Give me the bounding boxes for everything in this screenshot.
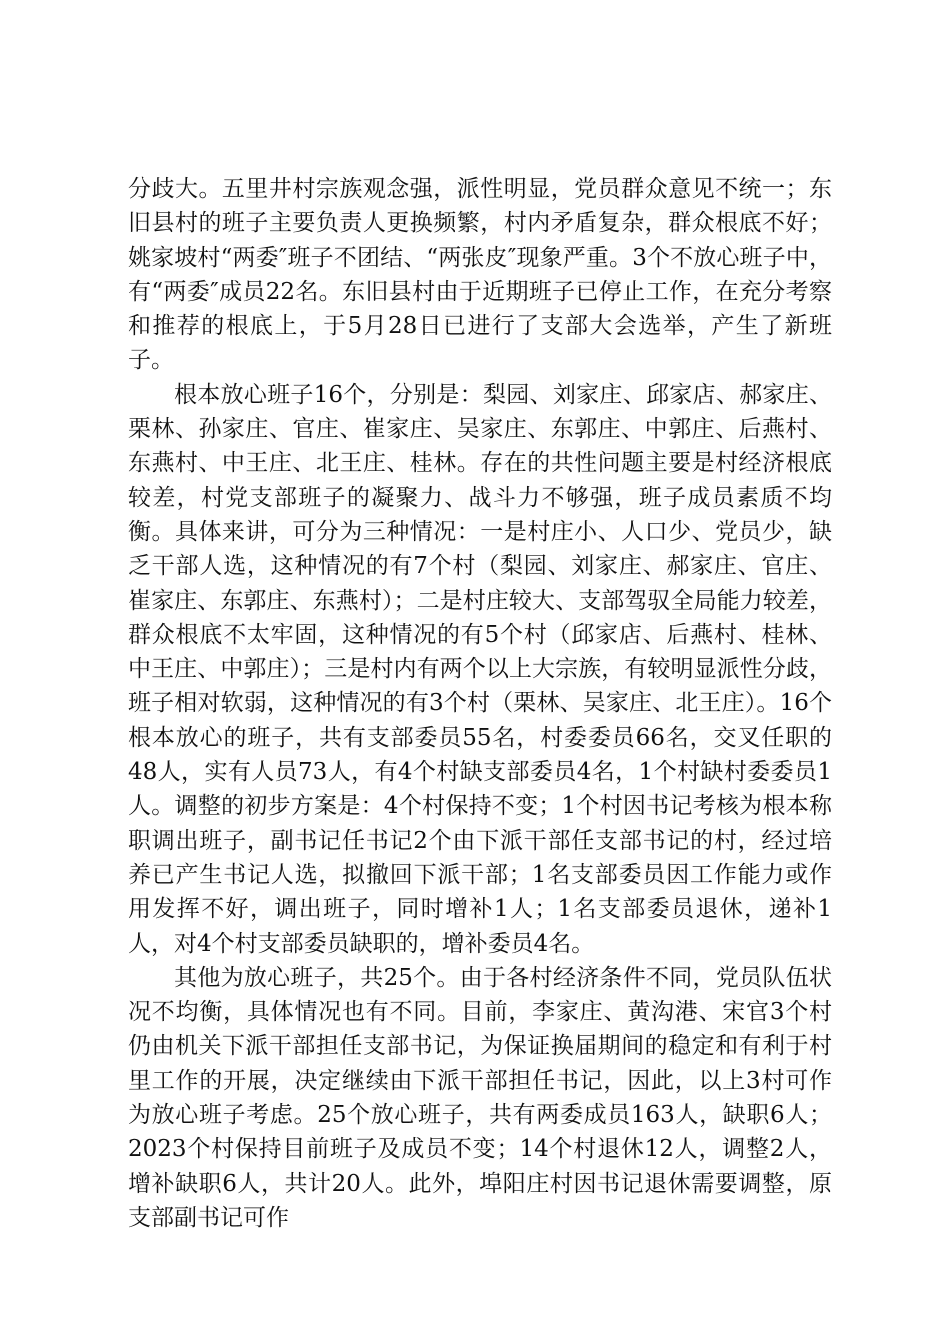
paragraph-basically-reassuring-teams: 根本放心班子16个，分别是：梨园、刘家庄、邱家店、郝家庄、栗林、孙家庄、官庄、崔家庄、吴家庄、东郭庄、中郭庄、后燕村、东燕村、中王庄、北王庄、桂林。存在的共性问题主要是村经济根底较差，村党支部班子的凝聚力、战斗力不够强，班子成员素质不均衡。具体来讲，可分为三种情况：一是村庄小、人口少、党员少，缺乏干部人选，这种情况的有7个村（梨园、刘家庄、郝家庄、官庄、崔家庄、东郭庄、东燕村）；二是村庄较大、支部驾驭全局能力较差，群众根底不太牢固，这种情况的有5个村（邱家店、后燕村、桂林、中王庄、中郭庄）；三是村内有两个以上大宗族，有较明显派性分歧，班子相对软弱，这种情况的有3个村（栗林、吴家庄、北王庄）。16个根本放心的班子，共有支部委员55名，村委委员66名，交叉任职的48人，实有人员73人，有4个村缺支部委员4名，1个村缺村委委员1人。调整的初步方案是：4个村保持不变；1个村因书记考核为根本称职调出班子，副书记任书记2个由下派干部任支部书记的村，经过培养已产生书记人选，拟撤回下派干部；1名支部委员因工作能力或作用发挥不好，调出班子，同时增补1人；1名支部委员退休，递补1人，对4个村支部委员缺职的，增补委员4名。 — [128, 381, 832, 957]
paragraph-not-reassuring-teams: 分歧大。五里井村宗族观念强，派性明显，党员群众意见不统一；东旧县村的班子主要负责人更换频繁，村内矛盾复杂，群众根底不好；姚家坡村“两委″班子不团结、“两张皮″现象严重。3个不放心班子中，有“两委″成员22名。东旧县村由于近期班子已停止工作，在充分考察和推荐的根底上，于5月28日已进行了支部大会选举，产生了新班子。 — [128, 176, 832, 374]
paragraph-reassuring-teams: 其他为放心班子，共25个。由于各村经济条件不同，党员队伍状况不均衡，具体情况也有不同。目前，李家庄、黄沟港、宋官3个村仍由机关下派干部担任支部书记，为保证换届期间的稳定和有利于村里工作的开展，决定继续由下派干部担任书记，因此，以上3村可作为放心班子考虑。25个放心班子，共有两委成员163人，缺职6人；2023个村保持目前班子及成员不变；14个村退休12人，调整2人，增补缺职6人，共计20人。此外，埠阳庄村因书记退休需要调整，原支部副书记可作 — [128, 964, 832, 1231]
body-text — [128, 172, 832, 1235]
